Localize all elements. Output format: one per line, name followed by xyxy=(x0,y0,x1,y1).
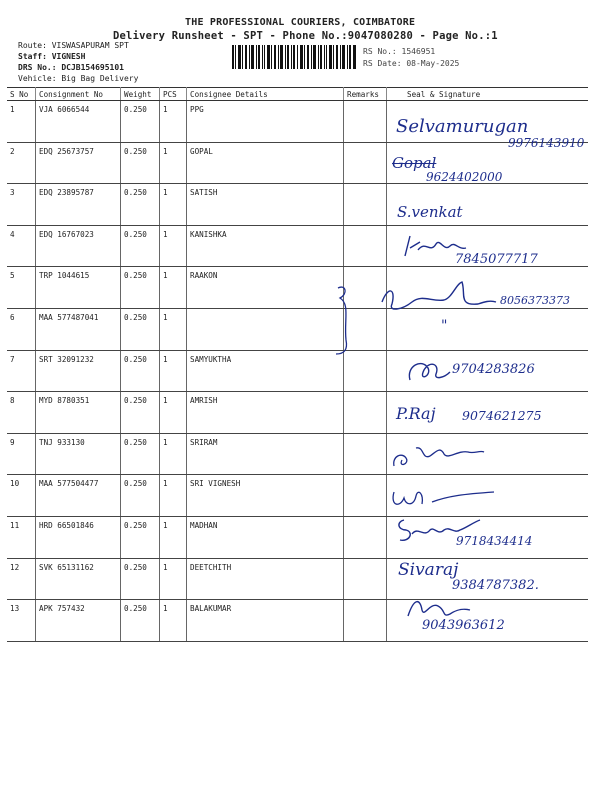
cell-pcs: 1 xyxy=(160,350,187,392)
cell-consignee: SAMYUKTHA xyxy=(187,350,344,392)
cell-weight: 0.250 xyxy=(121,433,160,475)
cell-consignee: SRIRAM xyxy=(187,433,344,475)
cell-weight: 0.250 xyxy=(121,267,160,309)
cell-sno: 3 xyxy=(7,184,36,226)
cell-consignee: RAAKON xyxy=(187,267,344,309)
cell-consignment: EDQ 16767023 xyxy=(36,225,121,267)
handwritten-name: P.Raj xyxy=(396,404,436,423)
handwritten-phone: 8056373373 xyxy=(500,294,570,307)
handwritten-phone: 9704283826 xyxy=(452,362,535,377)
cell-consignee: PPG xyxy=(187,101,344,143)
cell-consignment: EDQ 23895787 xyxy=(36,184,121,226)
cell-consignee: MADHAN xyxy=(187,516,344,558)
cell-remarks xyxy=(344,225,387,267)
cell-consignment: VJA 6066544 xyxy=(36,101,121,143)
cell-consignee: AMRISH xyxy=(187,392,344,434)
cell-consignee: SATISH xyxy=(187,184,344,226)
col-header-signature: Seal & Signature xyxy=(387,88,589,101)
cell-pcs: 1 xyxy=(160,475,187,517)
signature-scribble xyxy=(332,280,502,358)
cell-weight: 0.250 xyxy=(121,350,160,392)
cell-sno: 9 xyxy=(7,433,36,475)
cell-weight: 0.250 xyxy=(121,558,160,600)
company-title: THE PROFESSIONAL COURIERS, COIMBATORE xyxy=(185,17,416,28)
cell-sno: 6 xyxy=(7,308,36,350)
cell-sno: 2 xyxy=(7,142,36,184)
cell-remarks xyxy=(344,101,387,143)
cell-sno: 10 xyxy=(7,475,36,517)
cell-consignee: BALAKUMAR xyxy=(187,600,344,642)
cell-pcs: 1 xyxy=(160,392,187,434)
cell-remarks xyxy=(344,516,387,558)
signature-scribble xyxy=(404,354,454,386)
handwritten-name: Sivaraj xyxy=(398,560,459,580)
cell-remarks xyxy=(344,142,387,184)
vehicle-label: Vehicle: Big Bag Delivery xyxy=(18,74,139,83)
cell-pcs: 1 xyxy=(160,267,187,309)
cell-remarks xyxy=(344,184,387,226)
cell-remarks xyxy=(344,475,387,517)
rs-number: RS No.: 1546951 xyxy=(363,47,436,56)
col-header-remarks: Remarks xyxy=(344,88,387,101)
table-row xyxy=(7,475,588,517)
cell-remarks xyxy=(344,558,387,600)
cell-consignment: MYD 8780351 xyxy=(36,392,121,434)
cell-weight: 0.250 xyxy=(121,392,160,434)
cell-sno: 4 xyxy=(7,225,36,267)
handwritten-phone: 7845077717 xyxy=(455,252,538,267)
handwritten-name: Gopal xyxy=(392,154,437,172)
barcode-image xyxy=(232,45,356,69)
col-header-weight: Weight xyxy=(121,88,160,101)
cell-pcs: 1 xyxy=(160,142,187,184)
cell-weight: 0.250 xyxy=(121,516,160,558)
cell-consignment: EDQ 25673757 xyxy=(36,142,121,184)
staff-label: Staff: VIGNESH xyxy=(18,52,86,61)
cell-consignment: MAA 577504477 xyxy=(36,475,121,517)
handwritten-name: S.venkat xyxy=(397,203,463,221)
cell-remarks xyxy=(344,392,387,434)
cell-weight: 0.250 xyxy=(121,142,160,184)
cell-consignee: SRI VIGNESH xyxy=(187,475,344,517)
cell-consignment: SRT 32091232 xyxy=(36,350,121,392)
col-header-consignee: Consignee Details xyxy=(187,88,344,101)
cell-weight: 0.250 xyxy=(121,600,160,642)
handwritten-name: Selvamurugan xyxy=(396,116,529,137)
handwritten-phone: 9718434414 xyxy=(456,534,533,548)
cell-sno: 11 xyxy=(7,516,36,558)
cell-consignment: TNJ 933130 xyxy=(36,433,121,475)
handwritten-phone: 9043963612 xyxy=(422,618,505,633)
cell-pcs: 1 xyxy=(160,308,187,350)
cell-consignment: MAA 577487041 xyxy=(36,308,121,350)
cell-weight: 0.250 xyxy=(121,101,160,143)
signature-scribble xyxy=(388,484,498,512)
handwritten-phone: 9384787382. xyxy=(452,578,539,593)
cell-weight: 0.250 xyxy=(121,184,160,226)
cell-weight: 0.250 xyxy=(121,225,160,267)
cell-sno: 13 xyxy=(7,600,36,642)
drs-number: DRS No.: DCJB154695101 xyxy=(18,63,124,72)
cell-pcs: 1 xyxy=(160,600,187,642)
cell-pcs: 1 xyxy=(160,516,187,558)
cell-remarks xyxy=(344,433,387,475)
handwritten-phone: 9624402000 xyxy=(426,170,503,184)
cell-pcs: 1 xyxy=(160,225,187,267)
cell-sno: 1 xyxy=(7,101,36,143)
signature-scribble xyxy=(388,442,488,472)
cell-pcs: 1 xyxy=(160,184,187,226)
col-header-sno: S No xyxy=(7,88,36,101)
cell-consignment: SVK 65131162 xyxy=(36,558,121,600)
handwritten-mark: " xyxy=(441,318,448,334)
cell-consignment: TRP 1044615 xyxy=(36,267,121,309)
col-header-consignment: Consignment No xyxy=(36,88,121,101)
rs-date: RS Date: 08-May-2025 xyxy=(363,59,460,68)
table-header-row xyxy=(7,88,588,101)
cell-weight: 0.250 xyxy=(121,475,160,517)
cell-pcs: 1 xyxy=(160,558,187,600)
cell-pcs: 1 xyxy=(160,101,187,143)
table-row xyxy=(7,433,588,475)
cell-sno: 5 xyxy=(7,267,36,309)
cell-sno: 8 xyxy=(7,392,36,434)
cell-consignee: DEETCHITH xyxy=(187,558,344,600)
cell-remarks xyxy=(344,600,387,642)
cell-consignment: HRD 66501846 xyxy=(36,516,121,558)
handwritten-phone: 9976143910 xyxy=(508,136,585,150)
cell-sno: 7 xyxy=(7,350,36,392)
cell-consignee: KANISHKA xyxy=(187,225,344,267)
cell-pcs: 1 xyxy=(160,433,187,475)
table-row xyxy=(7,184,588,226)
cell-sno: 12 xyxy=(7,558,36,600)
col-header-pcs: PCS xyxy=(160,88,187,101)
cell-consignee xyxy=(187,308,344,350)
handwritten-phone: 9074621275 xyxy=(462,408,542,423)
runsheet-subtitle: Delivery Runsheet - SPT - Phone No.:9047080280 - Page No.:1 xyxy=(113,30,498,42)
cell-consignment: APK 757432 xyxy=(36,600,121,642)
cell-weight: 0.250 xyxy=(121,308,160,350)
route-label: Route: VISWASAPURAM SPT xyxy=(18,41,129,50)
cell-consignee: GOPAL xyxy=(187,142,344,184)
